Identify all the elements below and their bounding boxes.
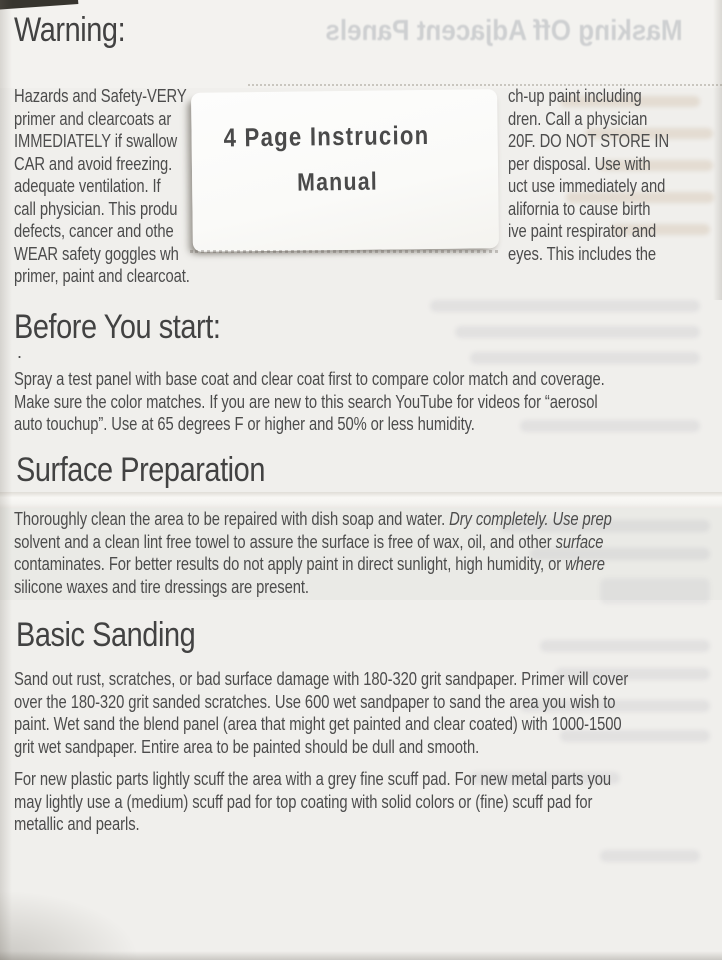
text-line: IMMEDIATELY if swallow 20F. DO NOT STORE IN [14,131,670,151]
text-line: Thoroughly clean the area to be repaired with dish soap and water. Dry completely. Use prep [14,509,612,529]
ghost-smudge [430,300,700,312]
before-you-start-paragraph [14,368,714,436]
basic-sanding-heading [16,613,227,657]
warning-heading-text: Warning: [14,11,126,49]
text-line: silicone waxes and tire dressings are present. [14,576,309,597]
ghost-smudge [540,640,710,652]
text-line: WEAR safety goggles wh eyes. This includes the [14,243,656,264]
warning-heading [14,8,145,52]
text-line: Sand out rust, scratches, or bad surface damage with 180-320 grit sandpaper. Primer will cover [14,669,629,689]
text-line: grit wet sandpaper. Entire area to be painted should be dull and smooth. [14,736,480,757]
stray-dot-mark: . [17,342,23,362]
before-you-start-heading-text: Before You start: [14,308,221,346]
text-line: paint. Wet sand the blend panel (area that might get painted and clear coated) with 1000-1500 [14,714,622,734]
surface-preparation-heading [16,448,309,492]
ghost-smudge [600,850,700,862]
text-line: call physician. This produ alifornia to cause birth [14,198,651,219]
page-seam-edge [0,492,722,508]
text-line: adequate ventilation. If uct use immediately and [14,176,666,196]
text-line: primer and clearcoats ar dren. Call a physician [14,108,648,129]
text-line: auto touchup”. Use at 65 degrees F or higher and 50% or less humidity. [14,414,475,434]
text-line: For new plastic parts lightly scuff the area with a grey fine scuff pad. For new metal parts you [14,769,612,789]
text-line: defects, cancer and othe ive paint respirator and [14,221,657,241]
ghost-smudge [455,326,700,338]
sticker-title-line1-text: 4 Page Instrucion [223,119,430,153]
ghost-showthrough-title: Masking Off Adjacent Panels [325,15,683,47]
text-line: contaminates. For better results do not apply paint in direct sunlight, high humidity, or where [14,554,605,574]
page-bottom-left-shadow [0,890,140,960]
text-line: Make sure the color matches. If you are new to this search YouTube for videos for “aerosol [14,391,598,412]
text-line: Spray a test panel with base coat and clear coat first to compare color match and coverage. [14,369,605,389]
basic-sanding-paragraph-1 [14,668,714,758]
basic-sanding-heading-text: Basic Sanding [16,616,196,654]
text-line: solvent and a clean lint free towel to assure the surface is free of wax, oil, and other surface [14,531,604,552]
text-line: Hazards and Safety-VERY ch-up paint including [14,86,642,106]
basic-sanding-paragraph-2 [14,768,714,836]
text-line: may lightly use a (medium) scuff pad for top coating with solid colors or (fine) scuff pad for [14,791,593,812]
sticker-title-line2 [297,167,392,197]
sticker-title-line1 [223,120,466,154]
text-line: metallic and pearls. [14,814,140,834]
sticker-label [191,89,499,252]
sticker-title-line2-text: Manual [297,167,379,197]
before-you-start-heading [14,305,257,349]
text-line: CAR and avoid freezing. per disposal. Use with [14,153,651,174]
ghost-smudge [470,352,700,364]
page-left-edge-shadow [0,0,12,960]
text-line: over the 180-320 grit sanded scratches. Use 600 wet sandpaper to sand the area you wish to [14,691,616,712]
surface-preparation-heading-text: Surface Preparation [16,451,265,489]
sticker-bottom-perforation [190,250,498,253]
page-right-edge-shadow [713,0,722,300]
surface-preparation-paragraph [14,508,714,598]
text-line: primer, paint and clearcoat. [14,266,190,286]
